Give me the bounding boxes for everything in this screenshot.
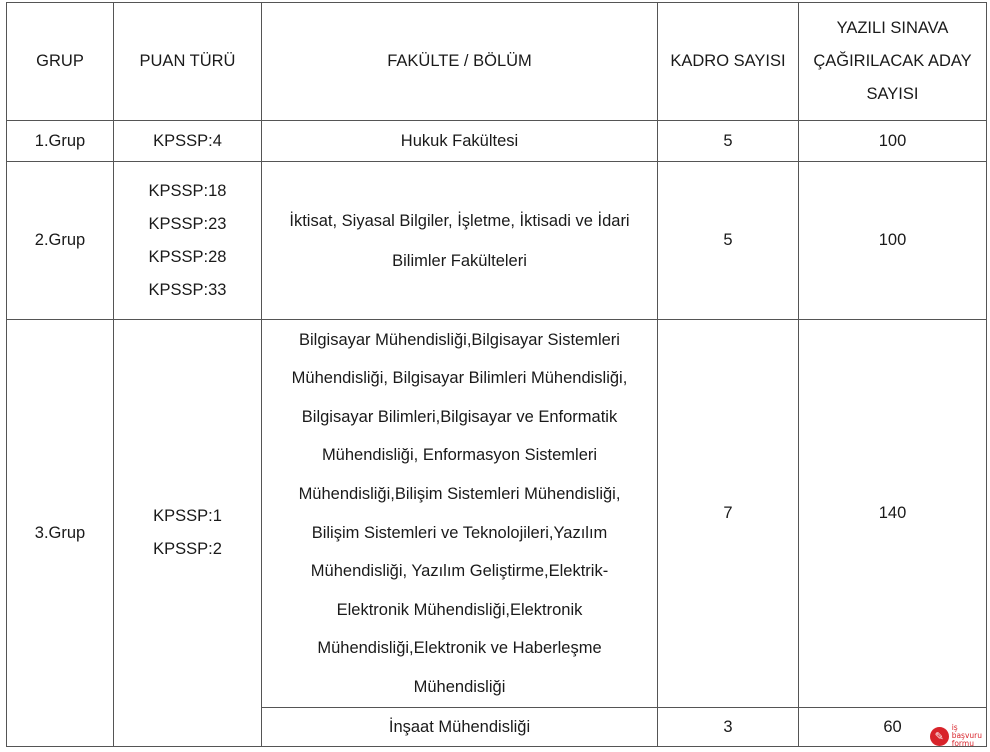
- bolum-line: Mühendisliği, Bilgisayar Bilimleri Mühendisliği,: [291, 369, 628, 388]
- cell-puan-turu: [114, 162, 262, 320]
- table-row: [7, 162, 987, 320]
- staff-quota-table: [6, 2, 987, 747]
- bolum-line: İktisat, Siyasal Bilgiler, İşletme, İktisadi ve İdari: [289, 211, 630, 230]
- header-puan-turu: PUAN TÜRÜ: [114, 3, 262, 121]
- table-row: [7, 320, 987, 708]
- bolum-line: Mühendisliği: [413, 677, 506, 696]
- puan-turu-item: KPSSP:2: [153, 540, 222, 558]
- bolum-line: Mühendisliği,Elektronik ve Haberleşme: [317, 639, 602, 658]
- cell-aday: 100: [799, 162, 987, 320]
- bolum-line: Bilimler Fakülteleri: [392, 251, 527, 270]
- cell-puan-turu: KPSSP:4: [114, 121, 262, 162]
- header-grup: GRUP: [7, 3, 114, 121]
- bolum-line: Mühendisliği, Yazılım Geliştirme,Elektrik-: [310, 562, 609, 581]
- watermark-line: formu: [951, 739, 974, 748]
- cell-bolum: İnşaat Mühendisliği: [262, 708, 658, 747]
- header-aday-line: SAYISI: [866, 85, 919, 103]
- cell-puan-turu: [114, 320, 262, 747]
- bolum-line: Bilgisayar Bilimleri,Bilgisayar ve Enformatik: [301, 407, 618, 426]
- watermark-logo: [930, 724, 982, 748]
- cell-bolum: [262, 162, 658, 320]
- bolum-line: Mühendisliği,Bilişim Sistemleri Mühendisliği,: [298, 484, 621, 503]
- puan-turu-item: KPSSP:23: [148, 214, 227, 233]
- table-row: [7, 121, 987, 162]
- bolum-line: Bilgisayar Mühendisliği,Bilgisayar Sistemleri: [299, 330, 620, 349]
- puan-turu-item: KPSSP:33: [148, 280, 227, 299]
- header-fakulte-bolum: FAKÜLTE / BÖLÜM: [262, 3, 658, 121]
- cell-grup: 3.Grup: [7, 320, 114, 747]
- header-kadro-sayisi: KADRO SAYISI: [658, 3, 799, 121]
- header-aday-line: YAZILI SINAVA: [836, 19, 949, 37]
- watermark-line: başvuru: [951, 731, 982, 740]
- header-aday-line: ÇAĞIRILACAK ADAY: [813, 52, 972, 70]
- cell-aday: 140: [799, 320, 987, 708]
- cell-kadro: 5: [658, 162, 799, 320]
- bolum-line: Bilişim Sistemleri ve Teknolojileri,Yazılım: [311, 523, 608, 542]
- cell-grup: 1.Grup: [7, 121, 114, 162]
- watermark-line: iş: [951, 723, 958, 732]
- cell-grup: 2.Grup: [7, 162, 114, 320]
- cell-aday: 60: [799, 708, 987, 747]
- puan-turu-item: KPSSP:28: [148, 247, 227, 266]
- cell-kadro: 7: [658, 320, 799, 708]
- cell-kadro: 3: [658, 708, 799, 747]
- cell-bolum: [262, 320, 658, 708]
- cell-bolum: Hukuk Fakültesi: [262, 121, 658, 162]
- bolum-line: Mühendisliği, Enformasyon Sistemleri: [321, 446, 598, 465]
- pen-badge-icon: ✎: [930, 727, 949, 746]
- puan-turu-item: KPSSP:1: [153, 507, 222, 525]
- cell-kadro: 5: [658, 121, 799, 162]
- header-row: [7, 3, 987, 121]
- bolum-line: Elektronik Mühendisliği,Elektronik: [336, 600, 583, 619]
- watermark-text: [952, 724, 982, 748]
- header-aday-sayisi: [799, 3, 987, 121]
- cell-aday: 100: [799, 121, 987, 162]
- puan-turu-item: KPSSP:18: [148, 181, 227, 200]
